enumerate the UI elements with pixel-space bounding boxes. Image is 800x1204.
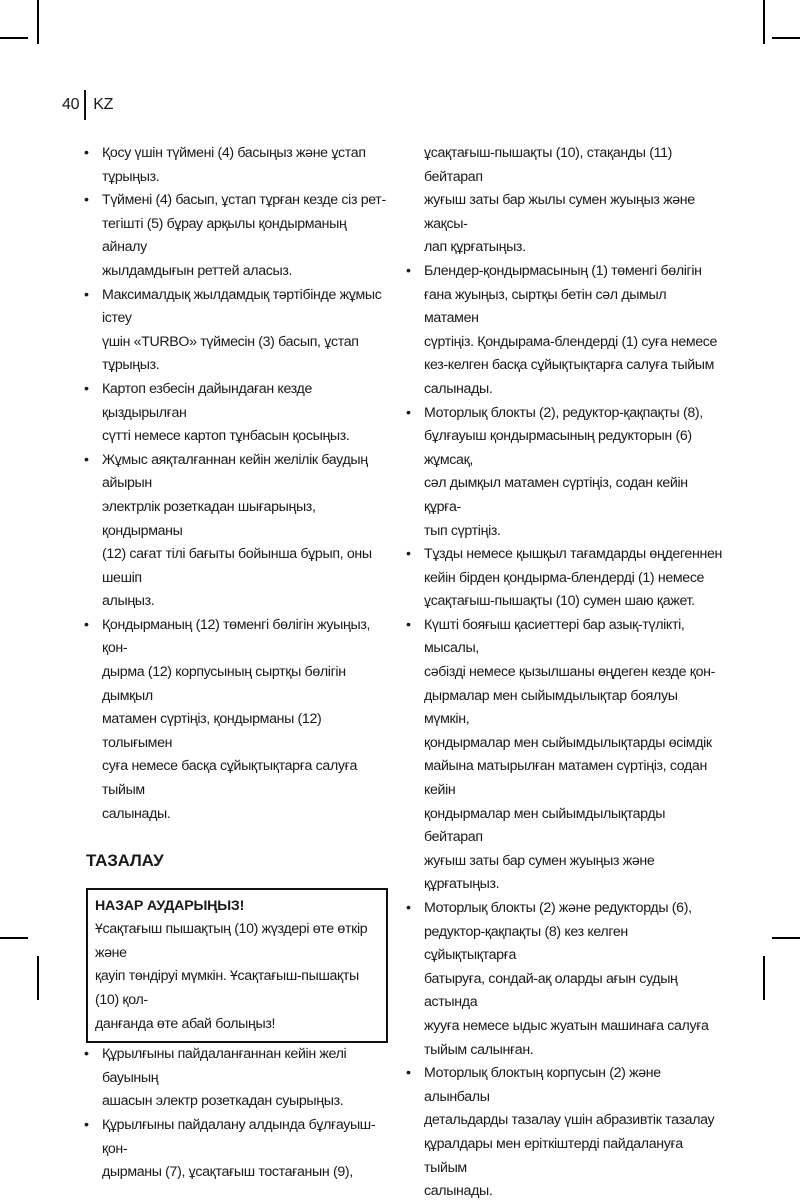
- section-title: ТАЗАЛАУ: [86, 851, 164, 871]
- list-item: • Түймені (4) басып, ұстап тұрған кезде сіз рет- тегішті (5) бұрау арқылы қондырманың айналу жылдамдығын реттей аласыз.: [84, 189, 390, 283]
- list-item: • Қондырманың (12) төменгі бөлігін жуыңыз, қон- дырма (12) корпусының сыртқы бөлігін дымқыл матамен сүртіңіз, қондырманы (12) толығымен суға немесе басқа сұйықтықтарға салуға тыйым салынады.: [84, 614, 390, 826]
- page-header: [62, 90, 113, 120]
- list-item: • Картоп езбесін дайындаған кезде қыздырылған сүтті немесе картоп тұнбасын қосыңыз.: [84, 378, 390, 449]
- cleaning-instructions-list: [84, 1043, 390, 1185]
- right-column: [406, 142, 722, 1204]
- crop-mark-right-upper: [772, 37, 800, 39]
- list-item: • Моторлық блокты (2), редуктор-қақпақты (8), бұлғауыш қондырмасының редукторын (6) жұмсақ, сәл дымқыл матамен сүртіңіз, содан кейін құрға- тып сүртіңіз.: [406, 402, 722, 544]
- warning-text: Ұсақтағыш пышақтың (10) жүздері өте өткір және қауіп төндіруі мүмкін. Ұсақтағыш-пышақты (10) қол- данғанда өте абай болыңыз!: [95, 921, 368, 1032]
- crop-mark-left-upper: [0, 37, 28, 39]
- crop-mark-left-lower: [0, 937, 28, 939]
- crop-mark-right-lower: [772, 937, 800, 939]
- crop-mark-top-left: [37, 0, 39, 44]
- warning-box: [86, 888, 388, 1043]
- header-divider: [84, 90, 86, 120]
- list-item: • Қосу үшін түймені (4) басыңыз және ұстап тұрыңыз.: [84, 142, 390, 189]
- list-item: • Блендер-қондырмасының (1) төменгі бөлігін ғана жуыңыз, сыртқы бетін сәл дымыл матамен сүртіңіз. Қондырама-блендерді (1) суға немесе кез-келген басқа сұйықтықтарға салуға тыйым салынады.: [406, 260, 722, 402]
- cleaning-instructions-list-continued: [406, 260, 722, 1204]
- continued-paragraph: ұсақтағыш-пышақты (10), стақанды (11) бейтарап жуғыш заты бар жылы сумен жуыңыз және жақсы- лап құрғатыңыз.: [424, 145, 695, 256]
- usage-instructions-list: [84, 142, 390, 826]
- list-item: • Құрылғыны пайдалану алдында бұлғауыш-қон- дырманы (7), ұсақтағыш тостағанын (9),: [84, 1114, 390, 1185]
- crop-mark-bottom-left: [37, 956, 39, 1000]
- crop-mark-top-right: [763, 0, 765, 44]
- list-item: • Максималдық жылдамдық тәртібінде жұмыс істеу үшін «TURBO» түймесін (3) басып, ұстап тұрыңыз.: [84, 284, 390, 378]
- list-item: • Тұзды немесе қышқыл тағамдарды өңдегеннен кейін бірден қондырма-блендерді (1) немесе ұсақтағыш-пышақты (10) сумен шаю қажет.: [406, 543, 722, 614]
- list-item: • Құрылғыны пайдаланғаннан кейін желі бауының ашасын электр розеткадан суырыңыз.: [84, 1043, 390, 1114]
- list-item: • Күшті бояғыш қасиеттері бар азық-түлікті, мысалы, сәбізді немесе қызылшаны өңдеген кезде қон- дырмалар мен сыйымдылықтар боялуы мүмкін, қондырмалар мен сыйымдылықтарды өсімдік майына матырылған матамен сүртіңіз, содан кейін қондырмалар мен сыйымдылықтарды бейтарап жуғыш заты бар сумен жуыңыз және құрғатыңыз.: [406, 614, 722, 897]
- left-column: [84, 142, 390, 1185]
- list-item: • Моторлық блокты (2) және редукторды (6), редуктор-қақпақты (8) кез келген сұйықтықтарға батыруға, сондай-ақ оларды ағын судың астында жууға немесе ыдыс жуатын машинаға салуға тыйым салынған.: [406, 897, 722, 1062]
- list-item: • Моторлық блоктың корпусын (2) және алынбалы детальдарды тазалау үшін абразивтік тазалау құралдары мен еріткіштерді пайдалануға тыйым салынады.: [406, 1062, 722, 1204]
- list-item: • Жұмыс аяқталғаннан кейін желілік баудың айырын электрлік розеткадан шығарыңыз, қондырманы (12) сағат тілі бағыты бойынша бұрып, оны шешіп алыңыз.: [84, 449, 390, 614]
- page-number: 40: [62, 96, 80, 113]
- crop-mark-bottom-right: [763, 956, 765, 1000]
- language-code: KZ: [93, 96, 114, 113]
- warning-title: НАЗАР АУДАРЫҢЫЗ!: [95, 898, 245, 915]
